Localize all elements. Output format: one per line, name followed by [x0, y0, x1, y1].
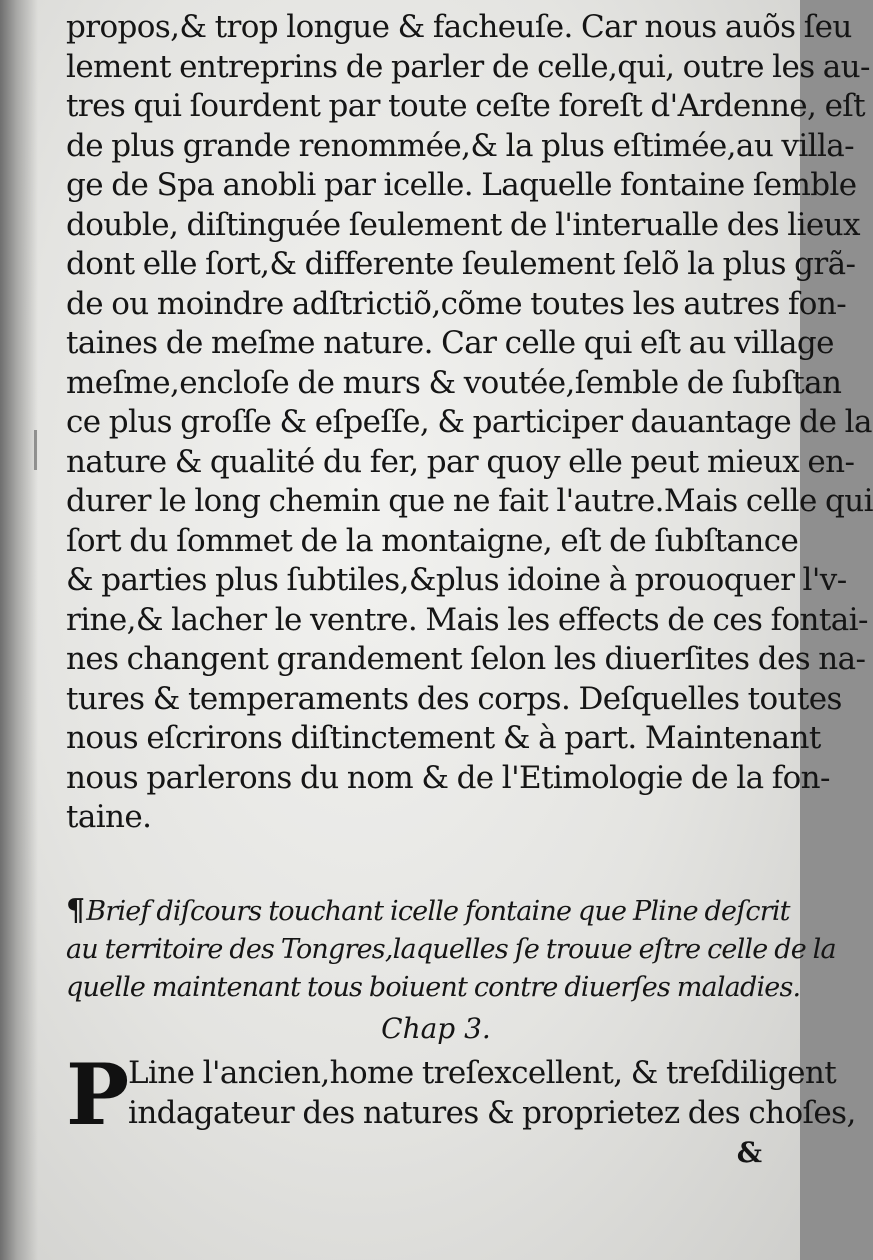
text-line: dont elle ſort,& differente ſeulement ſelõ la plus grã-	[66, 246, 856, 282]
text-line: durer le long chemin que ne fait l'autre.Mais celle qui	[66, 483, 873, 519]
chapter-heading	[66, 892, 836, 1047]
text-line: ſort du ſommet de la montaigne, eſt de ſubſtance	[66, 522, 799, 559]
text-line: nes changent grandement ſelon les diuerſites des na-	[66, 641, 866, 677]
pilcrow-mark: ¶	[66, 892, 85, 928]
text-line: taine.	[66, 799, 152, 835]
heading-line-text: Brief diſcours touchant icelle fontaine que Pline deſcrit	[86, 895, 790, 927]
text-line: nous parlerons du nom & de l'Etimologie de la fon-	[66, 759, 830, 796]
text-line: double, diſtinguée ſeulement de l'interualle des lieux	[66, 206, 860, 243]
text-line: nature & qualité du fer, par quoy elle peut mieux en-	[66, 443, 855, 480]
heading-line	[66, 892, 790, 931]
text-line: de plus grande renommée,& la plus eſtimée,au villa-	[66, 127, 855, 164]
body-paragraph	[66, 8, 873, 838]
text-line: indagateur des natures & proprietez des choſes,	[128, 1094, 856, 1131]
text-line: & parties plus ſubtiles,&plus idoine à prouoquer l'v-	[66, 562, 847, 598]
chapter-paragraph	[66, 1044, 856, 1173]
text-line: ce plus groſſe & eſpeſſe, & participer dauantage de la	[66, 404, 872, 440]
text-line: rine,& lacher le ventre. Mais les effects de ces fontai-	[66, 601, 868, 638]
text-line: ge de Spa anobli par icelle. Laquelle fontaine ſemble	[66, 167, 857, 203]
text-line: propos,& trop longue & facheuſe. Car nous auõs ſeu	[66, 9, 852, 45]
margin-mark	[34, 430, 37, 470]
text-line: meſme,encloſe de murs & voutée,ſemble de ſubſtan	[66, 364, 842, 401]
heading-line: quelle maintenant tous boiuent contre diuerſes maladies.	[66, 971, 801, 1003]
text-line: nous eſcrirons diſtinctement & à part. Maintenant	[66, 720, 821, 756]
catchword: &	[736, 1135, 762, 1169]
text-line: tres qui ſourdent par toute ceſte foreſt d'Ardenne, eſt	[66, 88, 866, 124]
text-line: de ou moindre adſtrictiõ,cõme toutes les autres fon-	[66, 285, 847, 322]
text-line: Line l'ancien,home treſexcellent, & treſdiligent	[128, 1054, 837, 1091]
text-line: lement entreprins de parler de celle,qui, outre les au-	[66, 48, 870, 85]
page-text	[66, 8, 873, 1173]
heading-line: au territoire des Tongres,laquelles ſe trouue eſtre celle de la	[66, 933, 836, 965]
text-line: taines de meſme nature. Car celle qui eſt au village	[66, 325, 834, 361]
chapter-number: Chap 3.	[381, 1011, 491, 1045]
text-line: tures & temperaments des corps. Deſquelles toutes	[66, 680, 842, 717]
drop-capital: P	[66, 1044, 130, 1144]
page-gutter-shadow	[0, 0, 38, 1260]
